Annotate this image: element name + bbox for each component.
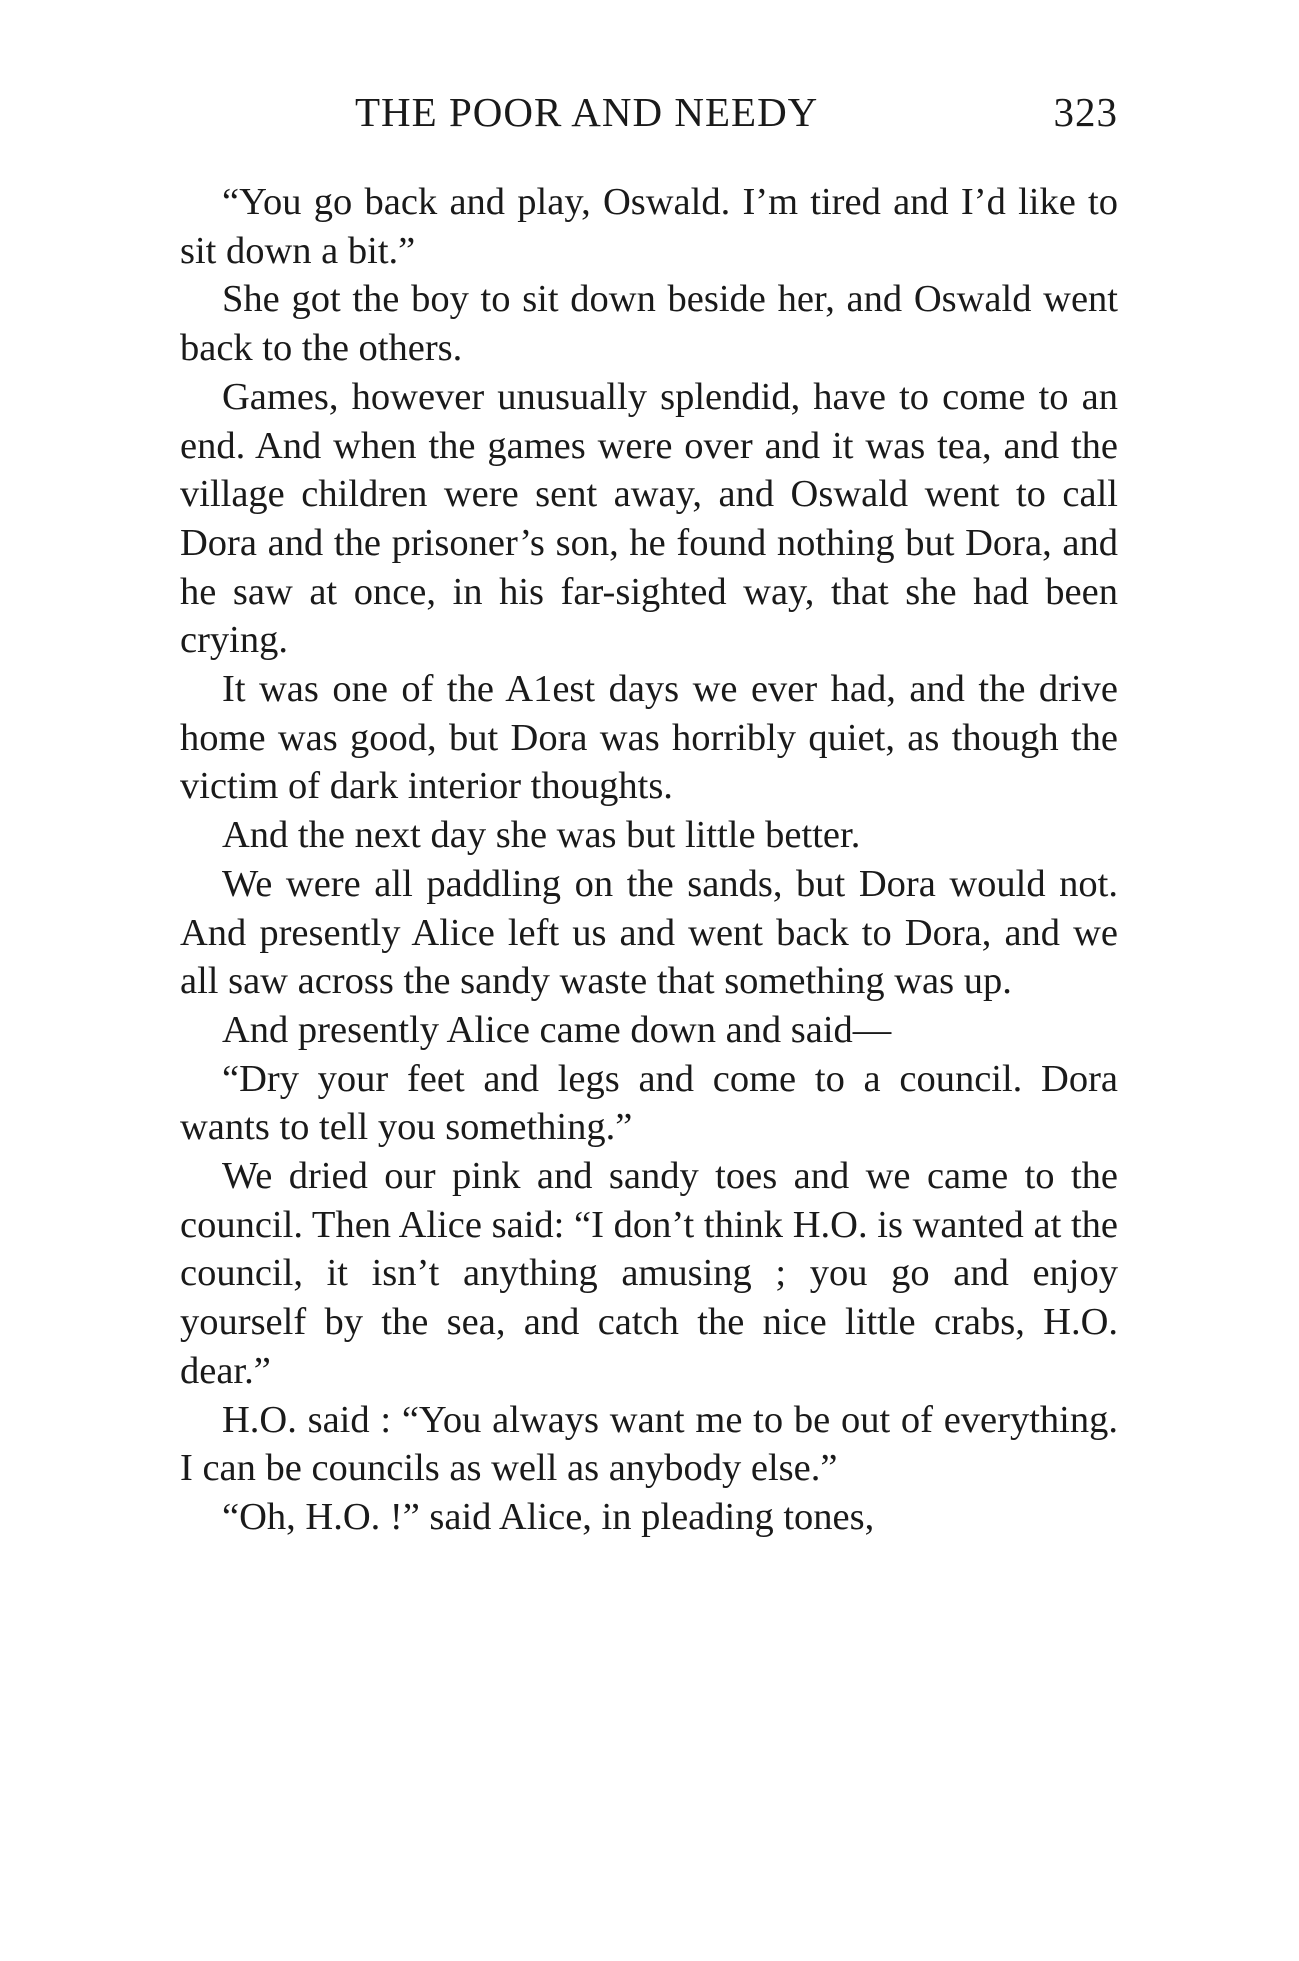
paragraph: It was one of the A1est days we ever had, and the drive home was good, but Dora was horribly quiet, as though the victim of dark interior thoughts.	[180, 668, 1118, 808]
paragraph: And the next day she was but little better.	[222, 814, 861, 857]
running-title: THE POOR AND NEEDY	[355, 89, 819, 135]
body-text	[180, 178, 1118, 1542]
paragraph: She got the boy to sit down beside her, and Oswald went back to the others.	[180, 278, 1118, 370]
paragraph: H.O. said : “You always want me to be out of everything. I can be councils as well as anybody else.”	[180, 1398, 1118, 1490]
paragraph: Games, however unusually splendid, have to come to an end. And when the games were over and it was tea, and the village children were sent away, and Oswald went to call Dora and the prisoner’s son, he found nothing but Dora, and he saw at once, in his far-sighted way, that she had been crying.	[180, 375, 1118, 662]
paragraph: We were all paddling on the sands, but Dora would not. And presently Alice left us and went back to Dora, and we all saw across the sandy waste that something was up.	[180, 862, 1118, 1003]
paragraph: “Oh, H.O. !” said Alice, in pleading tones,	[222, 1495, 875, 1538]
paragraph: And presently Alice came down and said—	[222, 1008, 892, 1051]
paragraph: We dried our pink and sandy toes and we came to the council. Then Alice said: “I don’t think H.O. is wanted at the council, it isn’t anything amusing ; you go and enjoy yourself by the sea, and catch the nice little crabs, H.O. dear.”	[180, 1155, 1118, 1392]
page-number: 323	[1053, 89, 1118, 135]
running-head	[180, 88, 1118, 138]
paragraph: “Dry your feet and legs and come to a council. Dora wants to tell you something.”	[180, 1057, 1118, 1149]
paragraph: “You go back and play, Oswald. I’m tired and I’d like to sit down a bit.”	[180, 181, 1118, 272]
